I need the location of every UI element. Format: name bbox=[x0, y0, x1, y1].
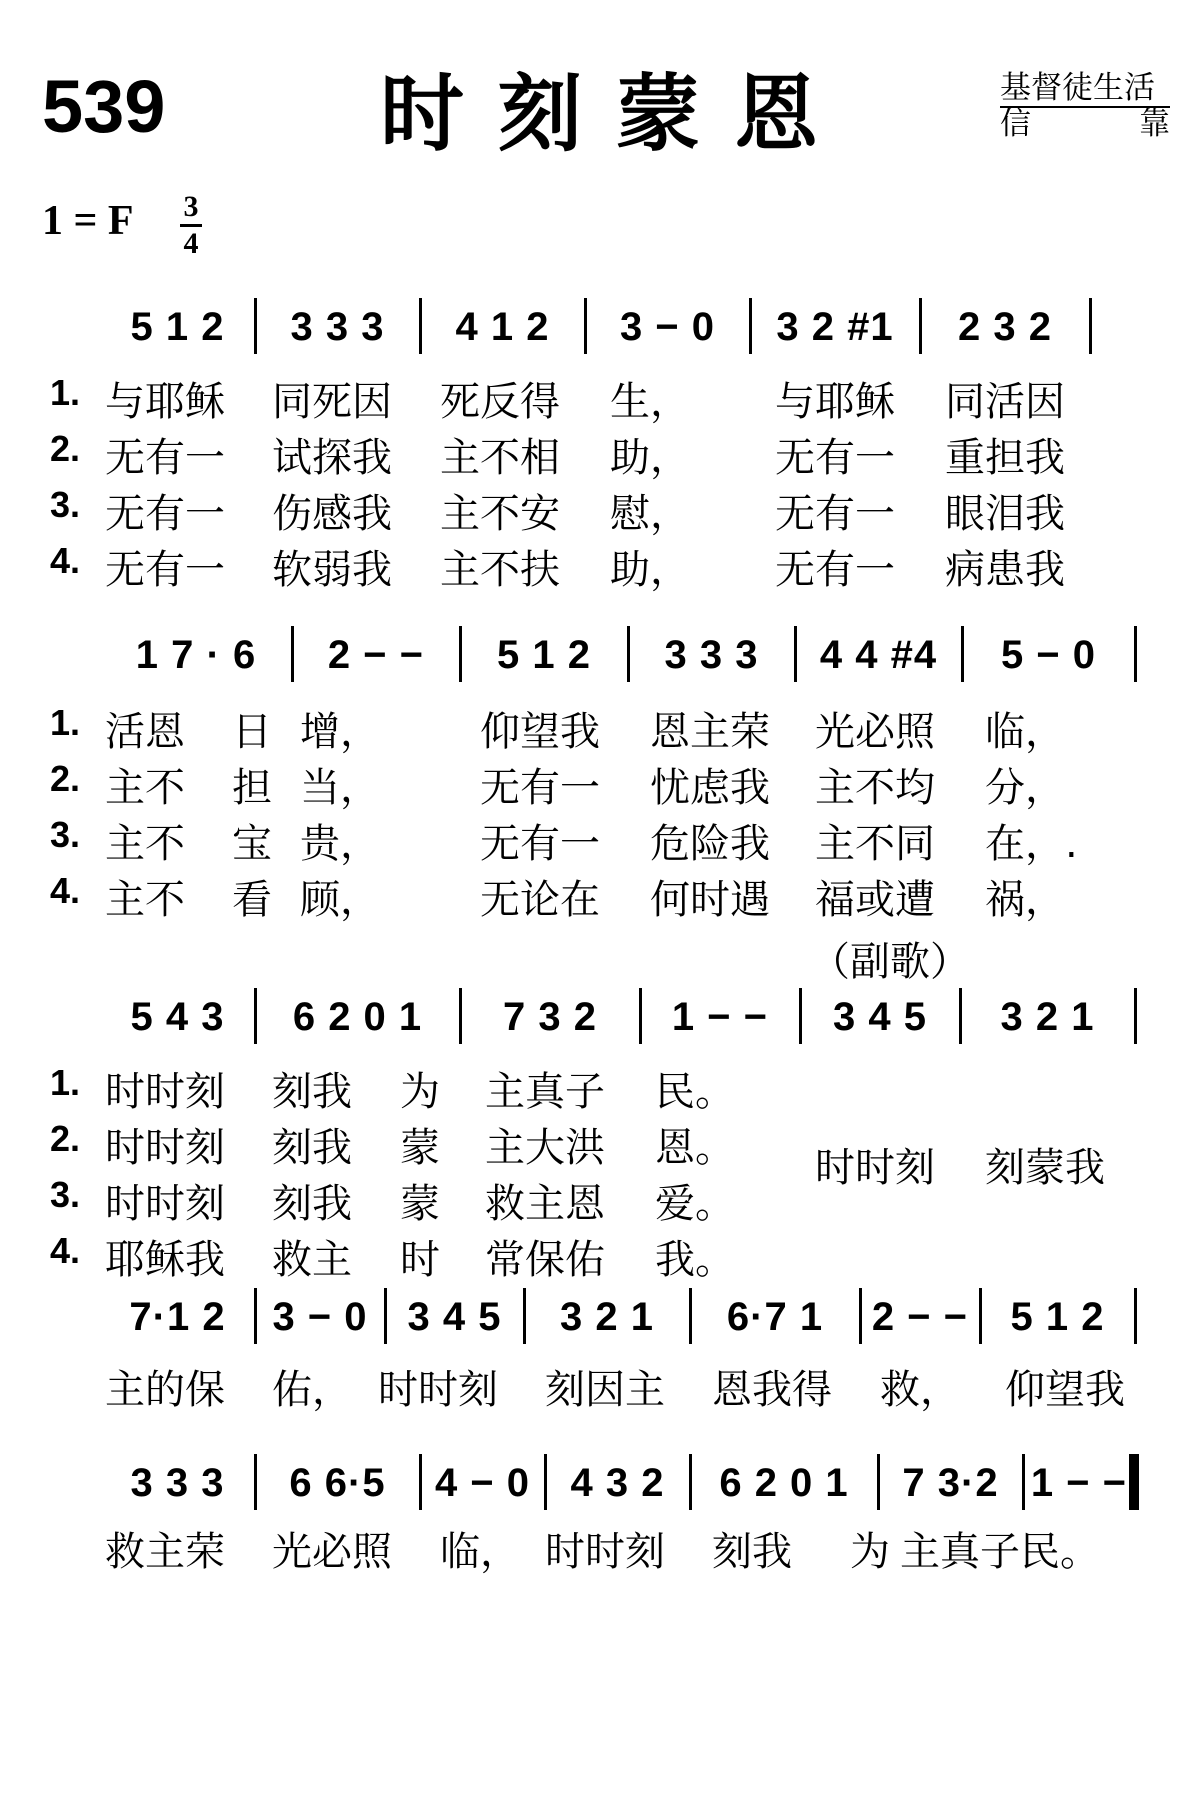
lyric-segment: 助， bbox=[610, 435, 690, 481]
lyric-segment: 主大洪 bbox=[485, 1125, 605, 1171]
measure: 2 − − bbox=[871, 1294, 969, 1339]
notes-row-system1 bbox=[0, 302, 1200, 352]
lyric-segment: 恩。 bbox=[655, 1125, 735, 1171]
verse-number: 2. bbox=[50, 758, 81, 799]
lyric-segment: 时时刻 bbox=[105, 1125, 225, 1171]
barline bbox=[459, 626, 462, 682]
barline bbox=[1022, 1454, 1025, 1510]
lyric-segment: 病患我 bbox=[945, 547, 1065, 593]
measure: 6·7 1 bbox=[726, 1294, 824, 1339]
final-barline bbox=[1129, 1454, 1139, 1510]
barline bbox=[959, 988, 962, 1044]
measure: 7 3 2 bbox=[503, 994, 597, 1039]
lyric-segment: 主不同 bbox=[815, 821, 935, 867]
lyric-segment: 与耶稣 bbox=[775, 379, 895, 425]
barline bbox=[523, 1288, 526, 1344]
lyric-segment: 眼泪我 bbox=[945, 491, 1065, 537]
lyric-segment: 无有一 bbox=[775, 491, 895, 537]
barline bbox=[689, 1288, 692, 1344]
lyric-segment: 民。 bbox=[655, 1069, 735, 1115]
lyric-segment: 救主恩 bbox=[485, 1181, 605, 1227]
verse-number: 2. bbox=[50, 1118, 81, 1159]
lyric-segment: 刻因主 bbox=[545, 1367, 665, 1413]
measure: 3 − 0 bbox=[619, 304, 716, 349]
verse-number: 4. bbox=[50, 1230, 81, 1271]
chorus-label: （副歌） bbox=[810, 939, 970, 985]
lyric-segment: 福或遭 bbox=[815, 877, 935, 923]
verse-line-1 bbox=[0, 370, 1200, 425]
lyric-segment: 蒙 bbox=[400, 1181, 440, 1227]
barline bbox=[1134, 988, 1137, 1044]
lyric-segment: 蒙 bbox=[400, 1125, 440, 1171]
barline bbox=[1134, 1288, 1137, 1344]
measure: 1 7 · 6 bbox=[135, 632, 257, 677]
source-label: 基督徒生活 bbox=[1000, 72, 1170, 108]
lyric-segment: 刻我 bbox=[272, 1181, 352, 1227]
lyric-segment: 伤感我 bbox=[272, 491, 392, 537]
lyric-segment: 刻我 bbox=[272, 1069, 352, 1115]
notes-row-system3 bbox=[0, 992, 1200, 1042]
lyric-segment: 在，. bbox=[985, 821, 1078, 867]
measure: 2 3 2 bbox=[958, 304, 1052, 349]
lyric-segment: 贵， bbox=[300, 821, 380, 867]
lyric-segment: 当， bbox=[300, 765, 380, 811]
measure: 5 − 0 bbox=[1000, 632, 1097, 677]
verse-line-3 bbox=[0, 482, 1200, 537]
author-label-part2: 靠 bbox=[1139, 106, 1170, 142]
barline bbox=[1134, 626, 1137, 682]
lyric-segment: 仰望我 bbox=[480, 709, 600, 755]
lyric-segment: 试探我 bbox=[272, 435, 392, 481]
barline bbox=[254, 298, 257, 354]
lyric-segment: 软弱我 bbox=[272, 547, 392, 593]
barline bbox=[291, 626, 294, 682]
lyric-segment: 爱。 bbox=[655, 1181, 735, 1227]
lyric-segment: 我。 bbox=[655, 1237, 735, 1283]
lyric-segment: 临， bbox=[440, 1529, 520, 1575]
lyric-segment: 无有一 bbox=[775, 435, 895, 481]
measure: 5 1 2 bbox=[130, 304, 225, 349]
lyric-segment: 为 bbox=[850, 1529, 890, 1575]
verse-number: 3. bbox=[50, 814, 81, 855]
lyric-segment: 慰， bbox=[610, 491, 690, 537]
verse-line-2 bbox=[0, 426, 1200, 481]
lyric-segment: 何时遇 bbox=[650, 877, 770, 923]
lyric-segment: 重担我 bbox=[945, 435, 1065, 481]
author-label-part1: 信 bbox=[1000, 106, 1031, 142]
measure: 6 2 0 1 bbox=[719, 1460, 849, 1505]
barline bbox=[639, 988, 642, 1044]
barline bbox=[799, 988, 802, 1044]
lyric-segment: 光必照 bbox=[272, 1529, 392, 1575]
hymn-title: 时刻蒙恩 bbox=[380, 65, 853, 163]
lyric-segment: 主不均 bbox=[815, 765, 935, 811]
lyric-segment: 活恩 bbox=[105, 709, 185, 755]
barline bbox=[749, 298, 752, 354]
lyric-line bbox=[0, 1520, 1200, 1575]
verse-line-4 bbox=[0, 538, 1200, 593]
barline bbox=[794, 626, 797, 682]
measure: 5 4 3 bbox=[130, 994, 225, 1039]
barline bbox=[689, 1454, 692, 1510]
lyric-segment: 生， bbox=[610, 379, 690, 425]
measure: 1 − − bbox=[671, 994, 769, 1039]
measure: 4 − 0 bbox=[434, 1460, 531, 1505]
lyric-segment: 光必照 bbox=[815, 709, 935, 755]
verse-number: 1. bbox=[50, 1062, 81, 1103]
lyric-segment: 时时刻 bbox=[105, 1069, 225, 1115]
verse-number: 1. bbox=[50, 372, 81, 413]
barline bbox=[919, 298, 922, 354]
time-sig-top: 3 bbox=[183, 190, 199, 223]
lyric-segment: 分， bbox=[985, 765, 1065, 811]
verse-number: 4. bbox=[50, 870, 81, 911]
key-signature: 1 = F bbox=[42, 198, 134, 244]
lyric-segment: 无论在 bbox=[480, 877, 600, 923]
lyric-segment: 佑， bbox=[272, 1367, 352, 1413]
lyric-segment: 救主 bbox=[272, 1237, 352, 1283]
measure: 6 6·5 bbox=[289, 1460, 386, 1505]
lyric-segment: 时时刻 bbox=[545, 1529, 665, 1575]
lyric-segment: 刻我 bbox=[712, 1529, 792, 1575]
lyric-segment: 死反得 bbox=[440, 379, 560, 425]
barline bbox=[254, 988, 257, 1044]
measure: 3 3 3 bbox=[130, 1460, 225, 1505]
lyric-segment: 无有一 bbox=[105, 547, 225, 593]
lyric-segment: 危险我 bbox=[650, 821, 770, 867]
barline bbox=[961, 626, 964, 682]
verse-line-1 bbox=[0, 1060, 1200, 1115]
lyric-segment: 与耶稣 bbox=[105, 379, 225, 425]
measure: 3 3 3 bbox=[664, 632, 759, 677]
lyric-segment: 为 bbox=[400, 1069, 440, 1115]
barline bbox=[1089, 298, 1092, 354]
barline bbox=[254, 1454, 257, 1510]
measure: 1 − − bbox=[1030, 1460, 1128, 1505]
measure: 3 2 1 bbox=[1000, 994, 1095, 1039]
measure: 4 4 #4 bbox=[819, 632, 938, 677]
lyric-segment: 主不相 bbox=[440, 435, 560, 481]
measure: 3 2 1 bbox=[560, 1294, 654, 1339]
barline bbox=[627, 626, 630, 682]
lyric-segment: 仰望我 bbox=[1005, 1367, 1125, 1413]
measure: 7·1 2 bbox=[129, 1294, 226, 1339]
barline bbox=[877, 1454, 880, 1510]
lyric-segment: 救， bbox=[880, 1367, 960, 1413]
lyric-segment: 耶稣我 bbox=[105, 1237, 225, 1283]
verse-number: 3. bbox=[50, 484, 81, 525]
shared-lyric-2: 刻蒙我 bbox=[985, 1145, 1105, 1191]
measure: 3 − 0 bbox=[272, 1294, 368, 1339]
lyric-segment: 担 bbox=[232, 765, 272, 811]
lyric-segment: 同死因 bbox=[272, 379, 392, 425]
time-sig-bottom: 4 bbox=[183, 227, 199, 260]
barline bbox=[979, 1288, 982, 1344]
notes-row-system4 bbox=[0, 1292, 1200, 1342]
lyric-segment: 日 bbox=[232, 709, 272, 755]
verse-line-2 bbox=[0, 756, 1200, 811]
lyric-segment: 主真子 bbox=[485, 1069, 605, 1115]
barline bbox=[419, 298, 422, 354]
verse-number: 3. bbox=[50, 1174, 81, 1215]
verse-line-1 bbox=[0, 700, 1200, 755]
barline bbox=[254, 1288, 257, 1344]
measure: 4 3 2 bbox=[570, 1460, 665, 1505]
shared-lyric-1: 时时刻 bbox=[815, 1145, 935, 1191]
notes-row-system2 bbox=[0, 630, 1200, 680]
hymn-number: 539 bbox=[42, 65, 166, 148]
lyric-segment: 无有一 bbox=[105, 435, 225, 481]
lyric-segment: 主真子民。 bbox=[900, 1529, 1100, 1575]
time-signature bbox=[180, 192, 202, 259]
lyric-line bbox=[0, 1358, 1200, 1413]
lyric-segment: 恩主荣 bbox=[650, 709, 770, 755]
measure: 5 1 2 bbox=[497, 632, 591, 677]
measure: 3 4 5 bbox=[833, 994, 927, 1039]
verse-line-4 bbox=[0, 868, 1200, 923]
barline bbox=[584, 298, 587, 354]
lyric-segment: 常保佑 bbox=[485, 1237, 605, 1283]
verse-line-4 bbox=[0, 1228, 1200, 1283]
source-block bbox=[1000, 72, 1170, 141]
lyric-segment: 主的保 bbox=[105, 1367, 225, 1413]
lyric-segment: 忧虑我 bbox=[650, 765, 770, 811]
lyric-segment: 宝 bbox=[232, 821, 272, 867]
barline bbox=[859, 1288, 862, 1344]
lyric-segment: 看 bbox=[232, 877, 272, 923]
lyric-segment: 主不 bbox=[105, 877, 185, 923]
lyric-segment: 主不 bbox=[105, 821, 185, 867]
lyric-segment: 恩我得 bbox=[712, 1367, 832, 1413]
measure: 3 2 #1 bbox=[776, 304, 894, 349]
author-label bbox=[1000, 108, 1170, 141]
measure: 5 1 2 bbox=[1010, 1294, 1105, 1339]
lyric-segment: 时时刻 bbox=[105, 1181, 225, 1227]
lyric-segment: 刻我 bbox=[272, 1125, 352, 1171]
lyric-segment: 救主荣 bbox=[105, 1529, 225, 1575]
verse-line-3 bbox=[0, 812, 1200, 867]
lyric-segment: 主不 bbox=[105, 765, 185, 811]
barline bbox=[384, 1288, 387, 1344]
lyric-segment: 助， bbox=[610, 547, 690, 593]
lyric-segment: 无有一 bbox=[480, 821, 600, 867]
lyric-segment: 同活因 bbox=[945, 379, 1065, 425]
lyric-segment: 主不安 bbox=[440, 491, 560, 537]
barline bbox=[419, 1454, 422, 1510]
barline bbox=[459, 988, 462, 1044]
notes-row-system5 bbox=[0, 1458, 1200, 1508]
measure: 3 4 5 bbox=[407, 1294, 502, 1339]
measure: 7 3·2 bbox=[902, 1460, 999, 1505]
measure: 2 − − bbox=[327, 632, 425, 677]
verse-number: 2. bbox=[50, 428, 81, 469]
lyric-segment: 主不扶 bbox=[440, 547, 560, 593]
lyric-segment: 无有一 bbox=[775, 547, 895, 593]
lyric-segment: 增， bbox=[300, 709, 380, 755]
lyric-segment: 时时刻 bbox=[378, 1367, 498, 1413]
lyric-segment: 顾， bbox=[300, 877, 380, 923]
verse-number: 1. bbox=[50, 702, 81, 743]
barline bbox=[544, 1454, 547, 1510]
lyric-segment: 无有一 bbox=[105, 491, 225, 537]
measure: 3 3 3 bbox=[290, 304, 385, 349]
lyric-segment: 无有一 bbox=[480, 765, 600, 811]
lyric-segment: 时 bbox=[400, 1237, 440, 1283]
lyric-segment: 临， bbox=[985, 709, 1065, 755]
measure: 4 1 2 bbox=[455, 304, 550, 349]
lyric-segment: 祸， bbox=[985, 877, 1065, 923]
verse-number: 4. bbox=[50, 540, 81, 581]
measure: 6 2 0 1 bbox=[292, 994, 423, 1039]
